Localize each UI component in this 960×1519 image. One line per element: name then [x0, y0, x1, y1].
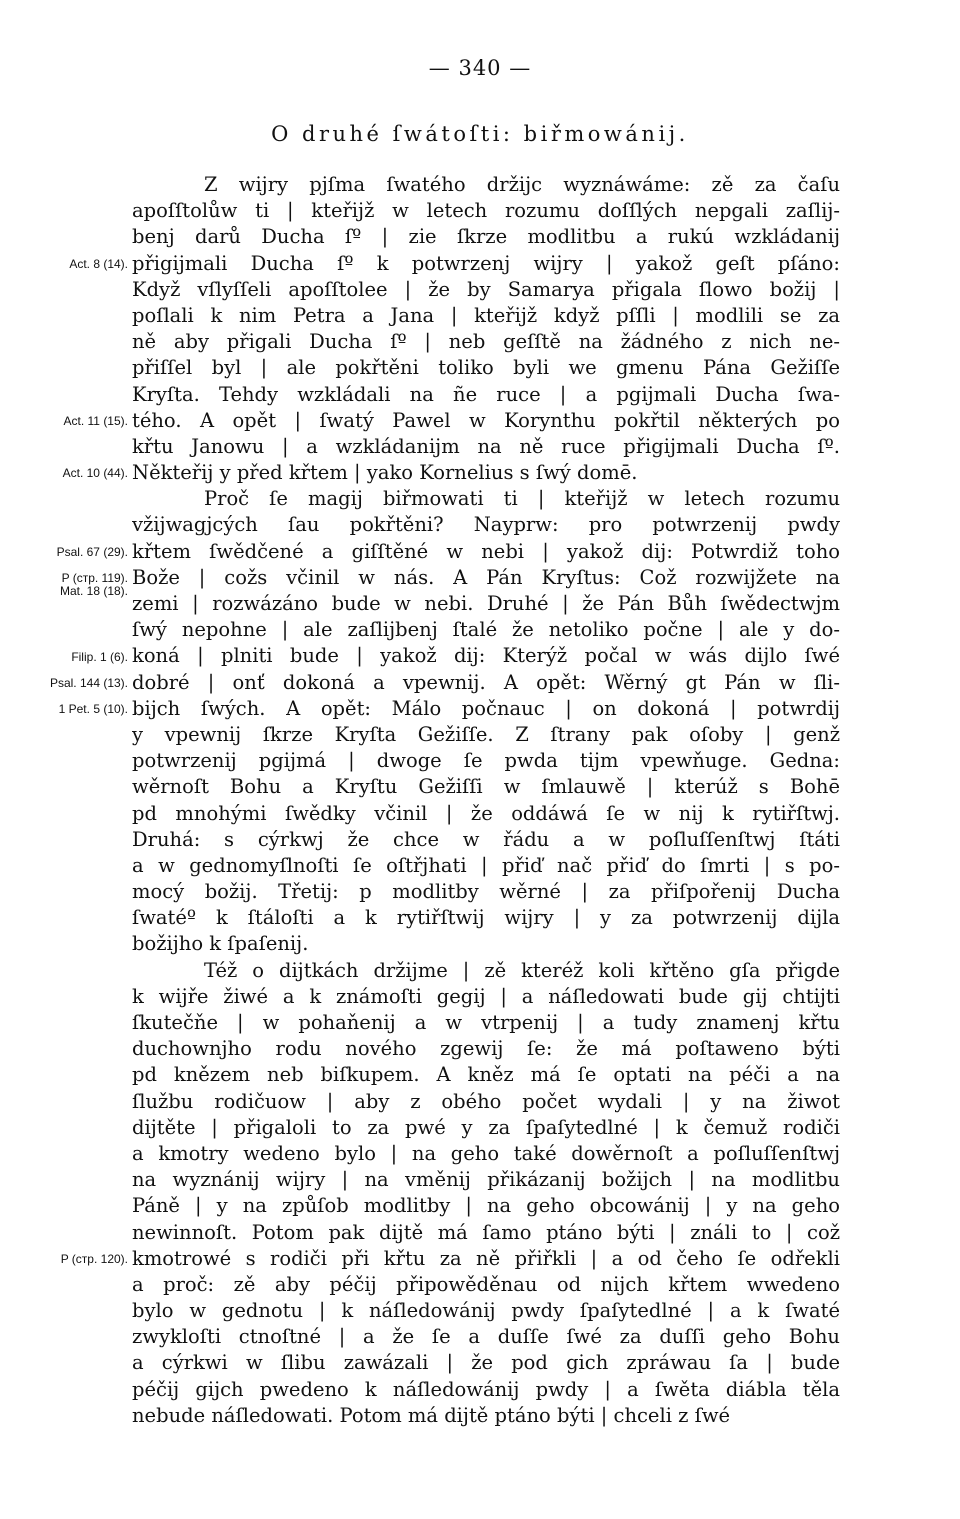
text-line: newinnoſt. Potom pak dijtě má ſamo ptáno býti | ználi to | což: [132, 1220, 840, 1244]
text-line: Druhá: s cýrkwj že chce w řádu a w poſluſſenſtwj ſtáti: [132, 827, 840, 851]
text-line: zwykloſti ctnoſtné | a že ſe a duſſe ſwé za duſſi geho Bohu: [132, 1325, 840, 1349]
text-line: křtem ſwědčené a giſſtěné w nebi | yakož dij: Potwrdiž toho: [132, 539, 840, 563]
margin-note: Act. 8 (14).: [69, 256, 128, 271]
text-line: wěrnoſt Bohu a Kryſtu Gežiſſi w ſmlauwě | kterúž s Bohē: [132, 775, 840, 799]
text-line: a kmotry wedeno bylo | na geho také dowěrnoſt a poſluſſenſtwj: [132, 1141, 840, 1165]
text-line: Páně | y na způſob modlitby | na geho obcowánij | y na geho: [132, 1194, 840, 1218]
text-line: k wijře žiwé a k známoſti gegij | a náſledowati bude gij chtijti: [132, 984, 840, 1008]
text-line: Proč ſe magij biřmowati ti | kteřijž w letech rozumu: [204, 487, 840, 511]
text-line: duchownjho rodu nového zgewij ſe: že má poſtaweno býti: [132, 1037, 840, 1061]
text-line: a w gednomyſlnoſti ſe oſtřjhati | přiď nač přiď do ſmrti | s po-: [132, 853, 840, 877]
text-line: apoſſtolůw ti | kteřijž w letech rozumu doſſlých nepgali zaſlij-: [132, 199, 840, 223]
text-line: Někteřij y před křtem | yako Kornelius s ſwý domē.: [132, 461, 638, 485]
text-line: y vpewnij ſkrze Kryſta Gežiſſe. Z ſtrany pak oſoby | genž: [132, 722, 840, 746]
margin-note: P (стр. 119).: [61, 571, 128, 585]
margin-note: Act. 10 (44).: [62, 466, 128, 481]
text-line: vžijwagjcých ſau pokřtěni? Nayprw: pro potwrzenij pwdy: [132, 513, 840, 537]
text-line: nebude náſledowati. Potom má dijtě ptáno býti | chceli z ſwé: [132, 1403, 731, 1427]
text-line: ſwý nepohne | ale zaſlijbenj ſtalé že netoliko počne | ale y do-: [132, 618, 840, 642]
text-line: a cýrkwi w ſlibu zawázali | že pod gich zpráwau ſa | bude: [132, 1351, 840, 1375]
margin-note: Act. 11 (15).: [63, 413, 128, 428]
text-line: benj darů Ducha ſº | zie ſkrze modlitbu a rukú wzkládanij: [132, 225, 840, 249]
text-line: přiſſel byl | ale pokřtěni toliko byli we gmenu Pána Gežiſſe: [132, 356, 840, 380]
text-line: na wyznánij wijry | na vměnij přikázanij božijch | na modlitbu: [132, 1168, 840, 1192]
section-heading: O druhé ſwátoſti: biřmowánij.: [271, 122, 689, 146]
text-line: tého. A opět | ſwatý Pawel w Korynthu pokřtil některých po: [132, 408, 840, 432]
text-line: mocý božij. Třetij: p modlitby wěrné | za přiſpořenij Ducha: [132, 880, 840, 904]
text-line: Též o dijtkách držijme | zě kteréž koli křtěno gſa přigde: [204, 958, 840, 982]
text-line: Z wijry pjſma ſwatého držijc wyznáwáme: zě za čaſu: [204, 173, 840, 196]
text-line: péčij gijch pwedeno k náſledowánij pwdy | a ſwěta diábla těla: [132, 1377, 840, 1401]
text-line: božijho k ſpaſenij.: [132, 932, 309, 956]
text-line: bijch ſwých. A opět: Málo počnauc | on dokoná | potwrdij: [132, 696, 840, 720]
text-line: dobré | onť dokoná a vpewnij. A opět: Wěrný gt Pán w ſli-: [132, 670, 840, 694]
text-line: Když vſlyſſeli apoſſtolee | že by Samarya přigala ſlowo božij |: [132, 277, 840, 301]
page-number: — 340 —: [428, 56, 532, 80]
margin-note: 1 Pet. 5 (10).: [58, 702, 128, 716]
text-line: pd knězem neb biſkupem. A kněz má ſe optati na péči a na: [132, 1063, 840, 1087]
text-line: ſlužbu rodičuow | aby z obého počet wydali | y na žiwot: [132, 1089, 840, 1113]
text-line: zemi | rozwázáno bude w nebi. Druhé | že Pán Bůh ſwědectwjm: [132, 592, 840, 615]
text-line: přigijmali Ducha ſº k potwrzenj wijry | yakož geſt pſáno:: [132, 251, 840, 275]
text-line: koná | plniti bude | yakož dij: Kterýž počal w wás dijlo ſwé: [132, 644, 840, 668]
text-line: dijtěte | přigaloli to za pwé y za ſpaſytedlné | k čemuž rodiči: [132, 1115, 840, 1139]
text-line: bylo w gednotu | k náſledowánij pwdy ſpaſytedlné | a k ſwaté: [132, 1299, 840, 1323]
text-line: pd mnohými ſwědky včinil | že oddáwá ſe w nij k rytiřſtwj.: [132, 801, 840, 825]
text-line: ſwatéº k ſtáloſti a k rytiřſtwij wijry | y za potwrzenij dijla: [132, 906, 840, 930]
body-text: [132, 172, 840, 1429]
margin-note: Mat. 18 (18).: [59, 584, 128, 599]
margin-note: Psal. 144 (13).: [49, 675, 128, 690]
text-line: Kryſta. Tehdy wzkládali na ñe ruce | a pgijmali Ducha ſwa-: [132, 382, 840, 406]
text-line: potwrzenij pgijmá | dwoge ſe pwda tijm vpewňuge. Gedna:: [132, 749, 840, 773]
text-line: a proč: zě aby péčij připowěděnau od nijch křtem wwedeno: [132, 1272, 840, 1296]
text-line: ně aby přigali Ducha ſº | neb geſſtě na žádného z nich ne-: [132, 330, 840, 354]
text-line: křtu Janowu | a wzkládanijm na ně ruce přigijmali Ducha ſº.: [132, 434, 840, 458]
margin-note: Psal. 67 (29).: [56, 544, 128, 559]
text-line: ſkutečňe | w pohaňenij a w vtrpenij | a tudy znamenj křtu: [132, 1011, 840, 1034]
text-line: kmotrowé s rodiči při křtu za ně přiřkli | a od čeho ſe odřekli: [132, 1246, 840, 1270]
text-line: Bože | cožs včinil w nás. A Pán Kryſtus: Což rozwijžete na: [132, 565, 840, 589]
margin-note: Filip. 1 (6).: [71, 649, 128, 664]
text-line: poſlali k nim Petra a Jana | kteřijž když pſſli | modlili se za: [132, 303, 840, 327]
margin-note: P (стр. 120).: [60, 1252, 128, 1267]
